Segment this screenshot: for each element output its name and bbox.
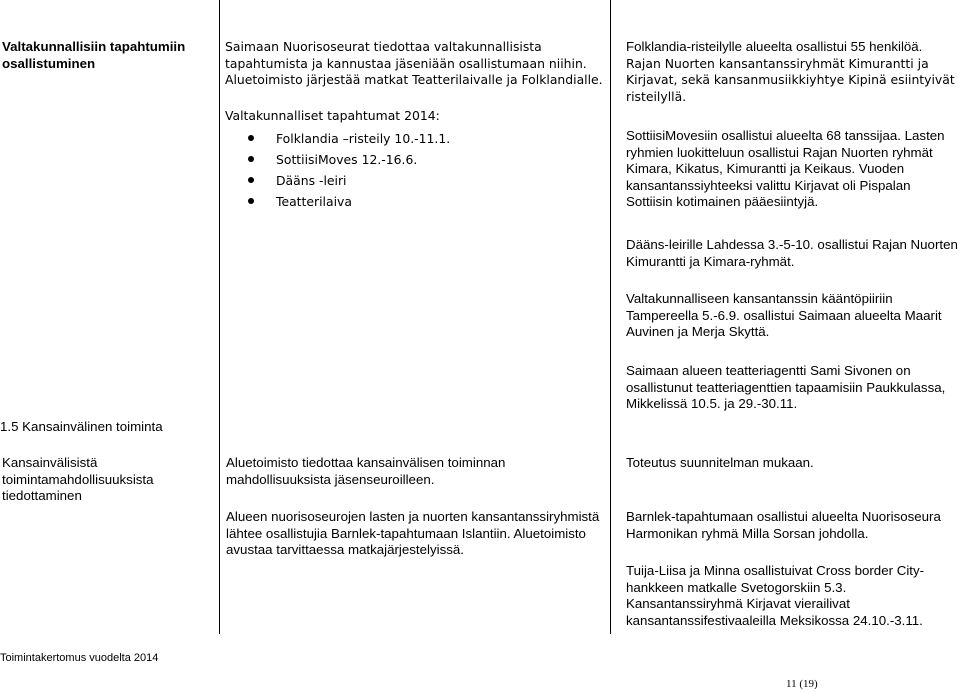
text-line: Kansantanssiryhmä Kirjavat vierailivat [626, 596, 850, 611]
events-title: Valtakunnalliset tapahtumat 2014: [225, 108, 440, 123]
plan-column-text [225, 39, 603, 89]
bullet-icon [248, 198, 254, 204]
text-line: Saimaan Nuorisoseurat tiedottaa valtakunnallisista [225, 39, 542, 54]
page-number: 11 (19) [786, 678, 818, 690]
event-label: Teatterilaiva [276, 194, 352, 209]
text-line: kansantanssiyhteeksi valittu Kirjavat oli Pispalan [626, 177, 911, 193]
text-line: osallistunut teatteriagenttien tapaamisiin Paukkulassa, [626, 379, 946, 395]
plan-block [226, 509, 599, 559]
bullet-icon [248, 177, 254, 183]
section-heading-line: osallistuminen [2, 55, 96, 71]
text-line: Tampereella 5.-6.9. osallistui Saimaan alueelta Maarit [626, 307, 942, 323]
text-line: Alueen nuorisoseurojen lasten ja nuorten kansantanssiryhmistä [226, 509, 600, 524]
text-line: avustaa tarvittaessa matkajärjestelyissä. [226, 542, 464, 557]
section-heading [2, 455, 154, 505]
text-line: tapahtumista ja kannustaa jäseniään osallistumaan niihin. [225, 55, 587, 71]
result-block [626, 39, 955, 105]
events-list [248, 128, 450, 212]
text-line: Dääns-leirille Lahdessa 3.-5-10. osallistui Rajan Nuorten [626, 237, 958, 252]
text-line: Kirjavat, sekä kansanmusiikkiyhtye Kipinä esiintyivät [626, 72, 955, 87]
result-block [626, 237, 958, 270]
text-line: Valtakunnalliseen kansantanssin kääntöpiiriin [626, 291, 893, 306]
text-line: Barnlek-tapahtumaan osallistui alueelta Nuorisoseura [626, 509, 941, 524]
bullet-icon [248, 156, 254, 162]
result-block [626, 509, 941, 542]
text-line: ryhmien luokitteluun osallistui Rajan Nuorten ryhmät [626, 144, 933, 160]
list-item [248, 191, 450, 212]
text-line: hankkeen matkalle Svetogorskiin 5.3. [626, 579, 847, 595]
event-label: Folklandia –risteily 10.-11.1. [276, 131, 451, 146]
text-line: SottiisiMovesiin osallistui alueelta 68 tanssijaa. Lasten [626, 128, 945, 143]
column-rule-left [219, 0, 220, 634]
text-line: lähtee osallistujia Barnlek-tapahtumaan Islantiin. Aluetoimisto [226, 525, 586, 541]
list-item [248, 149, 450, 170]
result-block [626, 128, 945, 211]
section-heading-line: Kansainvälisistä [2, 455, 98, 470]
footer-title: Toimintakertomus vuodelta 2014 [0, 652, 159, 664]
text-line: Auvinen ja Merja Skyttä. [626, 324, 770, 339]
text-line: Harmonikan ryhmä Milla Sorsan johdolla. [626, 525, 869, 541]
column-rule-right [610, 0, 611, 634]
section-title: 1.5 Kansainvälinen toiminta [0, 419, 163, 434]
text-line: kansantanssifestivaaleilla Meksikossa 24.10.-3.11. [626, 612, 923, 628]
text-line: mahdollisuuksista jäsenseuroilleen. [226, 471, 435, 487]
section-heading-line: tiedottaminen [2, 488, 82, 503]
text-line: Kimurantti ja Kimara-ryhmät. [626, 253, 795, 269]
bullet-icon [248, 135, 254, 141]
text-line: Rajan Nuorten kansantanssiryhmät Kimurantti ja [626, 55, 929, 71]
text-line: Mikkelissä 10.5. ja 29.-30.11. [626, 396, 798, 411]
text-line: Aluetoimisto tiedottaa kansainvälisen toiminnan [226, 455, 506, 470]
text-line: risteilyllä. [626, 88, 687, 104]
text-line: Toteutus suunnitelman mukaan. [626, 455, 814, 470]
result-block [626, 291, 942, 341]
text-line: Sottiisin kotimainen pääesiintyjä. [626, 194, 819, 209]
text-line: Tuija-Liisa ja Minna osallistuivat Cross border City- [626, 563, 925, 578]
list-item [248, 128, 450, 149]
event-label: SottiisiMoves 12.-16.6. [276, 152, 418, 167]
section-heading [2, 39, 185, 72]
plan-block [226, 455, 505, 488]
result-block [626, 563, 924, 629]
result-block [626, 455, 814, 472]
text-line: Folklandia-risteilylle alueelta osallistui 55 henkilöä. [626, 39, 923, 54]
section-heading-line: toimintamahdollisuuksista [2, 471, 154, 487]
section-heading-line: Valtakunnallisiin tapahtumiin [2, 39, 186, 54]
text-line: Aluetoimisto järjestää matkat Teatterilaivalle ja Folklandialle. [225, 72, 603, 87]
text-line: Saimaan alueen teatteriagentti Sami Sivonen on [626, 363, 911, 378]
result-block [626, 363, 945, 413]
text-line: Kimara, Kikatus, Kimurantti ja Keikaus. Vuoden [626, 161, 905, 176]
event-label: Dääns -leiri [276, 173, 347, 188]
list-item [248, 170, 450, 191]
